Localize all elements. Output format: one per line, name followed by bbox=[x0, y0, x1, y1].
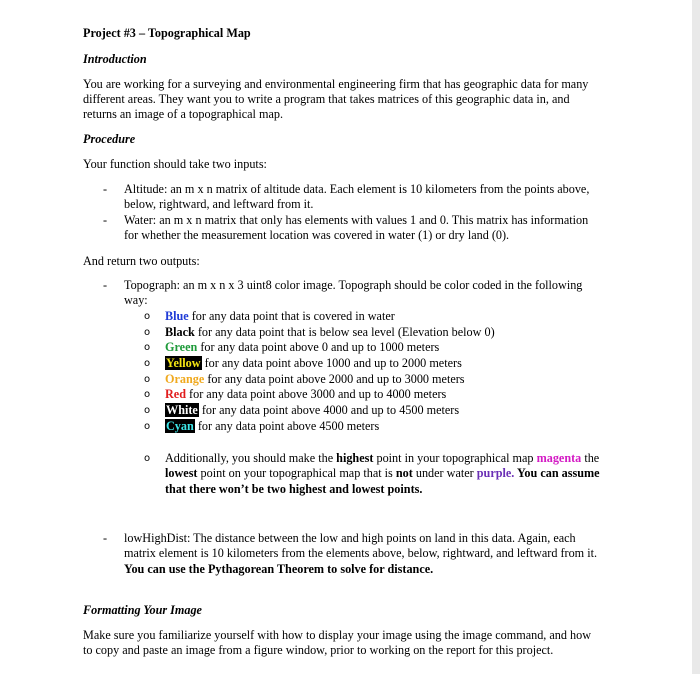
emphasis-purple: purple. bbox=[476, 466, 515, 480]
water-line-2: for whether the measurement location was covered in water (1) or dry land (0). bbox=[124, 228, 510, 242]
altitude-line-1: Altitude: an m x n matrix of altitude data. Each element is 10 kilometers from the points above, bbox=[124, 182, 590, 196]
color-desc: for any data point that is covered in water bbox=[188, 309, 395, 323]
text-run: Additionally, you should make the bbox=[165, 451, 337, 465]
emphasis-magenta: magenta bbox=[536, 451, 582, 465]
formatting-heading: Formatting Your Image bbox=[83, 603, 202, 617]
color-desc: for any data point above 3000 and up to 4000 meters bbox=[186, 387, 447, 401]
bullet-marker: - bbox=[103, 213, 108, 227]
color-desc: for any data point above 0 and up to 1000 meters bbox=[197, 340, 440, 354]
outputs-intro: And return two outputs: bbox=[83, 254, 200, 268]
emphasis-not: not bbox=[395, 466, 413, 480]
emphasis-highest: highest bbox=[336, 451, 374, 465]
text-run: the bbox=[581, 451, 600, 465]
page-edge-shadow bbox=[692, 0, 700, 674]
emphasis-lowest: lowest bbox=[165, 466, 198, 480]
color-item-white bbox=[165, 403, 459, 418]
formatting-line-1: Make sure you familiarize yourself with how to display your image using the image command, and how bbox=[83, 628, 592, 642]
list-bullet: o bbox=[144, 311, 151, 322]
bullet-marker: - bbox=[103, 182, 108, 196]
list-bullet: o bbox=[144, 327, 151, 338]
list-bullet: o bbox=[144, 342, 151, 353]
additionally-line-3: that there won’t be two highest and lowest points. bbox=[165, 482, 423, 496]
color-item-yellow bbox=[165, 356, 462, 371]
list-bullet: o bbox=[144, 453, 151, 464]
color-name-white: White bbox=[166, 403, 198, 417]
color-item-orange bbox=[165, 372, 465, 387]
color-desc: for any data point above 4500 meters bbox=[194, 419, 380, 433]
introduction-line-2: different areas. They want you to write a program that takes matrices of this geographic data in, and bbox=[83, 92, 570, 106]
color-name-blue: Blue bbox=[165, 309, 189, 323]
list-bullet: o bbox=[144, 374, 151, 385]
additionally-line-1 bbox=[165, 451, 599, 466]
color-name-green: Green bbox=[165, 340, 198, 354]
color-desc: for any data point above 2000 and up to 3000 meters bbox=[204, 372, 465, 386]
color-item-blue bbox=[165, 309, 395, 324]
lowhigh-line-1: lowHighDist: The distance between the low and high points on land in this data. Again, each bbox=[124, 531, 576, 545]
lowhigh-line-3: You can use the Pythagorean Theorem to solve for distance. bbox=[124, 562, 434, 576]
color-name-cyan: Cyan bbox=[166, 419, 194, 433]
bullet-marker: - bbox=[103, 278, 108, 292]
text-run: under water bbox=[412, 466, 477, 480]
lowhigh-line-2: matrix element is 10 kilometers from the elements above, below, rightward, and leftward from it. bbox=[124, 546, 598, 560]
color-desc: for any data point that is below sea level (Elevation below 0) bbox=[194, 325, 495, 339]
text-run: point in your topographical map bbox=[373, 451, 537, 465]
additionally-line-2 bbox=[165, 466, 600, 481]
introduction-line-3: returns an image of a topographical map. bbox=[83, 107, 284, 121]
color-name-yellow: Yellow bbox=[166, 356, 201, 370]
color-item-green bbox=[165, 340, 439, 355]
formatting-line-2: to copy and paste an image from a figure window, prior to working on the report for this project. bbox=[83, 643, 554, 657]
list-bullet: o bbox=[144, 405, 151, 416]
introduction-heading: Introduction bbox=[83, 52, 147, 66]
procedure-heading: Procedure bbox=[83, 132, 136, 146]
emphasis-assume: You can assume bbox=[514, 466, 600, 480]
inputs-intro: Your function should take two inputs: bbox=[83, 157, 267, 171]
list-bullet: o bbox=[144, 358, 151, 369]
color-item-red bbox=[165, 387, 446, 402]
color-desc: for any data point above 1000 and up to 2000 meters bbox=[201, 356, 462, 370]
topograph-line-1: Topograph: an m x n x 3 uint8 color image. Topograph should be color coded in the following bbox=[124, 278, 583, 292]
text-run: point on your topographical map that is bbox=[197, 466, 396, 480]
color-item-cyan bbox=[165, 419, 379, 434]
color-name-black: Black bbox=[165, 325, 195, 339]
color-name-orange: Orange bbox=[165, 372, 205, 386]
page-title: Project #3 – Topographical Map bbox=[83, 26, 251, 40]
color-desc: for any data point above 4000 and up to 4500 meters bbox=[198, 403, 460, 417]
topograph-line-2: way: bbox=[124, 293, 148, 307]
list-bullet: o bbox=[144, 389, 151, 400]
bullet-marker: - bbox=[103, 531, 108, 545]
water-line-1: Water: an m x n matrix that only has elements with values 1 and 0. This matrix has information bbox=[124, 213, 589, 227]
introduction-line-1: You are working for a surveying and environmental engineering firm that has geographic data for many bbox=[83, 77, 589, 91]
color-item-black bbox=[165, 325, 495, 340]
list-bullet: o bbox=[144, 421, 151, 432]
color-name-red: Red bbox=[165, 387, 186, 401]
altitude-line-2: below, rightward, and leftward from it. bbox=[124, 197, 314, 211]
